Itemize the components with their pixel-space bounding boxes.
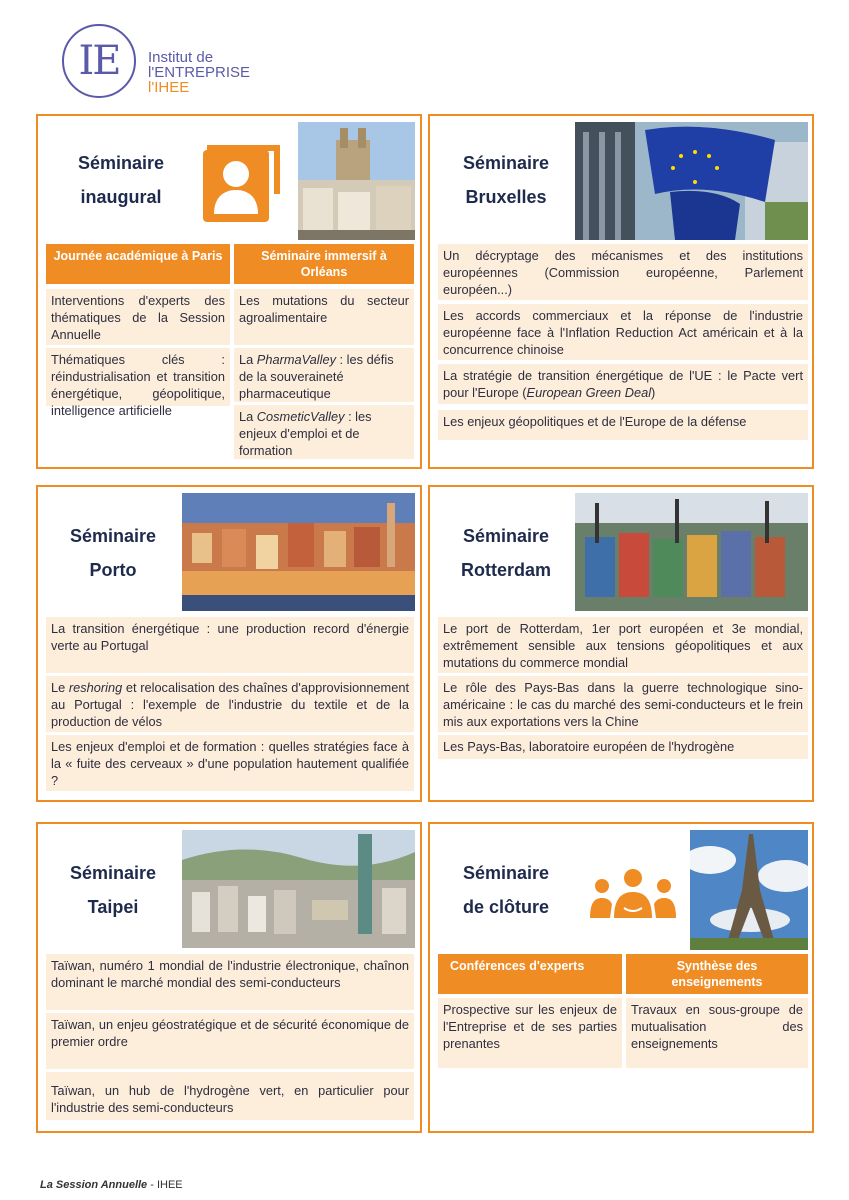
- logo-line-1: Institut de: [148, 49, 214, 66]
- card-title: Séminaire Porto: [69, 526, 157, 580]
- paris-item: Interventions d'experts des thématiques de la Session Annuelle: [46, 289, 230, 345]
- card-title: Séminaire inaugural: [77, 153, 165, 207]
- institute-logo: [62, 24, 322, 104]
- rotterdam-port-photo: [575, 493, 808, 611]
- card-seminaire-porto: [36, 485, 422, 802]
- eu-flag-photo: [575, 122, 808, 240]
- logo-line-2: l'ENTREPRISE: [148, 64, 251, 81]
- card-title: Séminaire Bruxelles: [462, 153, 550, 207]
- logo-wordmark: [148, 50, 250, 95]
- orleans-item: La PharmaValley : les défis de la souveraineté pharmaceutique: [234, 348, 414, 402]
- porto-item: Le reshoring et relocalisation des chaînes d'approvisionnement au Portugal : l'exemple de l'industrie du textile et de la production de vélos: [46, 676, 414, 732]
- bruxelles-item: Les enjeux géopolitiques et de l'Europe de la défense: [438, 410, 808, 440]
- card-seminaire-taipei: [36, 822, 422, 1133]
- group-icon: [590, 868, 676, 920]
- porto-item: Les enjeux d'emploi et de formation : quelles stratégies face à la « fuite des cerveaux » d'une population hautement qualifiée ?: [46, 735, 414, 791]
- card-seminaire-bruxelles: [428, 114, 814, 469]
- conferences-item: Prospective sur les enjeux de l'Entreprise et de ses parties prenantes: [438, 998, 622, 1068]
- card-seminaire-rotterdam: [428, 485, 814, 802]
- taipei-item: Taïwan, numéro 1 mondial de l'industrie électronique, chaînon dominant le marché mondial des semi-conducteurs: [46, 954, 414, 1010]
- header-journee-paris: Journée académique à Paris: [46, 244, 230, 284]
- synthese-item: Travaux en sous-groupe de mutualisation des enseignements: [626, 998, 808, 1068]
- bruxelles-item: Un décryptage des mécanismes et des institutions européennes (Commission européenne, Parlement européen...): [438, 244, 808, 300]
- rotterdam-item: Le port de Rotterdam, 1er port européen et 3e mondial, extrêmement sensible aux tensions géopolitiques et aux mutations du commerce mondial: [438, 617, 808, 673]
- porto-photo: [182, 493, 415, 611]
- header-synthese-enseignements: Synthèse des enseignements: [626, 954, 808, 994]
- header-conferences-experts: Conférences d'experts: [438, 954, 622, 994]
- card-title: Séminaire de clôture: [462, 863, 550, 917]
- person-icon: [203, 144, 281, 222]
- orleans-item: La CosmeticValley : les enjeux d'emploi et de formation: [234, 405, 414, 459]
- bruxelles-item: Les accords commerciaux et la réponse de l'industrie européenne face à l'Inflation Reduction Act américain et à la concurrence chinoise: [438, 304, 808, 360]
- bruxelles-item: La stratégie de transition énergétique de l'UE : le Pacte vert pour l'Europe (European Green Deal): [438, 364, 808, 404]
- taipei-photo: [182, 830, 415, 948]
- porto-item: La transition énergétique : une production record d'énergie verte au Portugal: [46, 617, 414, 673]
- orleans-item: Les mutations du secteur agroalimentaire: [234, 289, 414, 345]
- rotterdam-item: Le rôle des Pays-Bas dans la guerre technologique sino-américaine : le cas du marché des semi-conducteurs et le frein mis aux exportations vers la Chine: [438, 676, 808, 732]
- logo-initials: IE: [78, 38, 120, 84]
- paris-item: Thématiques clés : réindustrialisation et transition énergétique, géopolitique, intelligence artificielle: [46, 348, 230, 406]
- header-immersif-orleans: Séminaire immersif à Orléans: [234, 244, 414, 284]
- logo-line-3: l'IHEE: [148, 79, 190, 96]
- card-seminaire-cloture: [428, 822, 814, 1133]
- taipei-item: Taïwan, un hub de l'hydrogène vert, en particulier pour l'industrie des semi-conducteurs: [46, 1072, 414, 1120]
- page-footer: La Session Annuelle - IHEE: [40, 1179, 183, 1191]
- taipei-item: Taïwan, un enjeu géostratégique et de sécurité économique de premier ordre: [46, 1013, 414, 1069]
- card-title: Séminaire Taipei: [69, 863, 157, 917]
- card-title: Séminaire Rotterdam: [460, 526, 551, 580]
- eiffel-tower-photo: [690, 830, 808, 950]
- card-seminaire-inaugural: [36, 114, 422, 469]
- orleans-photo: [298, 122, 415, 240]
- rotterdam-item: Les Pays-Bas, laboratoire européen de l'hydrogène: [438, 735, 808, 759]
